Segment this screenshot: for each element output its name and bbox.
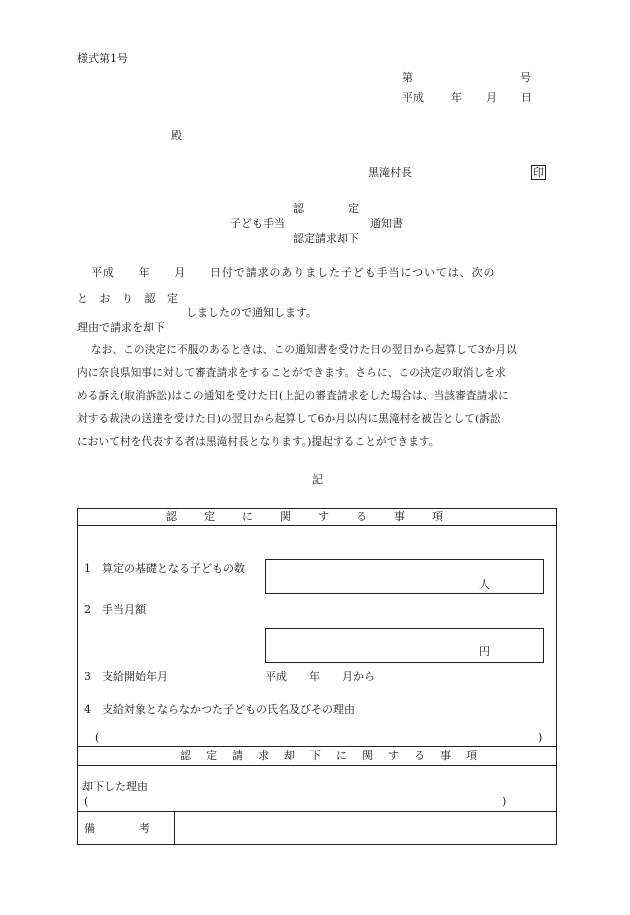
title-right: 通知書	[370, 217, 403, 230]
divider	[77, 765, 557, 766]
issuer: 黒滝村長	[368, 166, 412, 179]
date-year: 年	[451, 91, 462, 104]
item4-open-paren: (	[95, 731, 100, 744]
doc-no-suffix: 号	[520, 71, 531, 84]
ki-label: 記	[312, 473, 323, 486]
item3-label: 3 支給開始年月	[84, 670, 168, 683]
notice-line-4: 対する裁決の送達を受けた日)の翌日から起算して6か月以内に黒滝村を被告として(訴訟	[77, 413, 501, 425]
title-top: 認 定	[293, 202, 359, 215]
date-day: 日	[521, 91, 532, 104]
item1-field[interactable]	[265, 559, 544, 594]
body-line-2: と お り 認 定	[77, 292, 182, 305]
date-era: 平成	[402, 91, 424, 104]
divider	[77, 811, 557, 812]
divider	[77, 746, 557, 747]
remarks-divider	[174, 811, 175, 845]
notice-line-3: める訴え(取消訴訟)はこの通知を受けた日(上記の審査請求をした場合は、当該審査請求に	[77, 390, 509, 402]
item2-field[interactable]	[265, 628, 544, 663]
remarks-label: 備 考	[84, 822, 150, 835]
body-line-4: 理由で請求を却下	[77, 321, 165, 334]
title-left: 子ども手当	[230, 217, 285, 230]
reason-open-paren: (	[84, 795, 89, 808]
item3-value: 平成 年 月から	[265, 670, 375, 683]
item2-unit: 円	[479, 645, 490, 658]
reason-label: 却下した理由	[82, 780, 148, 793]
section2-header: 認定請求却下に関する事項	[180, 749, 492, 762]
date-month: 月	[486, 91, 497, 104]
item4-close-paren: )	[538, 731, 543, 744]
notice-line-1: なお、この決定に不服のあるときは、この通知書を受けた日の翌日から起算して3か月以	[91, 344, 517, 356]
seal-mark: 印	[533, 166, 544, 179]
notice-line-2: 内に奈良県知事に対して審査請求をすることができます。さらに、この決定の取消しを求	[77, 367, 506, 379]
addressee-suffix: 殿	[171, 129, 182, 142]
item1-label: 1 算定の基礎となる子どもの数	[84, 562, 245, 575]
item1-unit: 人	[479, 578, 490, 591]
notice-line-5: において村を代表する者は黒滝村長となります。)提起することができます。	[77, 436, 440, 448]
doc-no-prefix: 第	[402, 71, 413, 84]
form-number: 様式第1号	[77, 52, 128, 65]
item2-label: 2 手当月額	[84, 603, 146, 616]
body-line-1: 平成 年 月 日付で請求のありました子ども手当については、次の	[91, 266, 496, 279]
item4-label: 4 支給対象とならなかつた子どもの氏名及びその理由	[84, 703, 355, 716]
divider	[77, 525, 557, 526]
remarks-field[interactable]	[180, 814, 552, 842]
reason-close-paren: )	[502, 795, 507, 808]
title-bottom: 認定請求却下	[293, 232, 359, 245]
body-line-3: しましたので通知します。	[186, 306, 318, 319]
section1-header: 認定に関する事項	[166, 510, 470, 523]
